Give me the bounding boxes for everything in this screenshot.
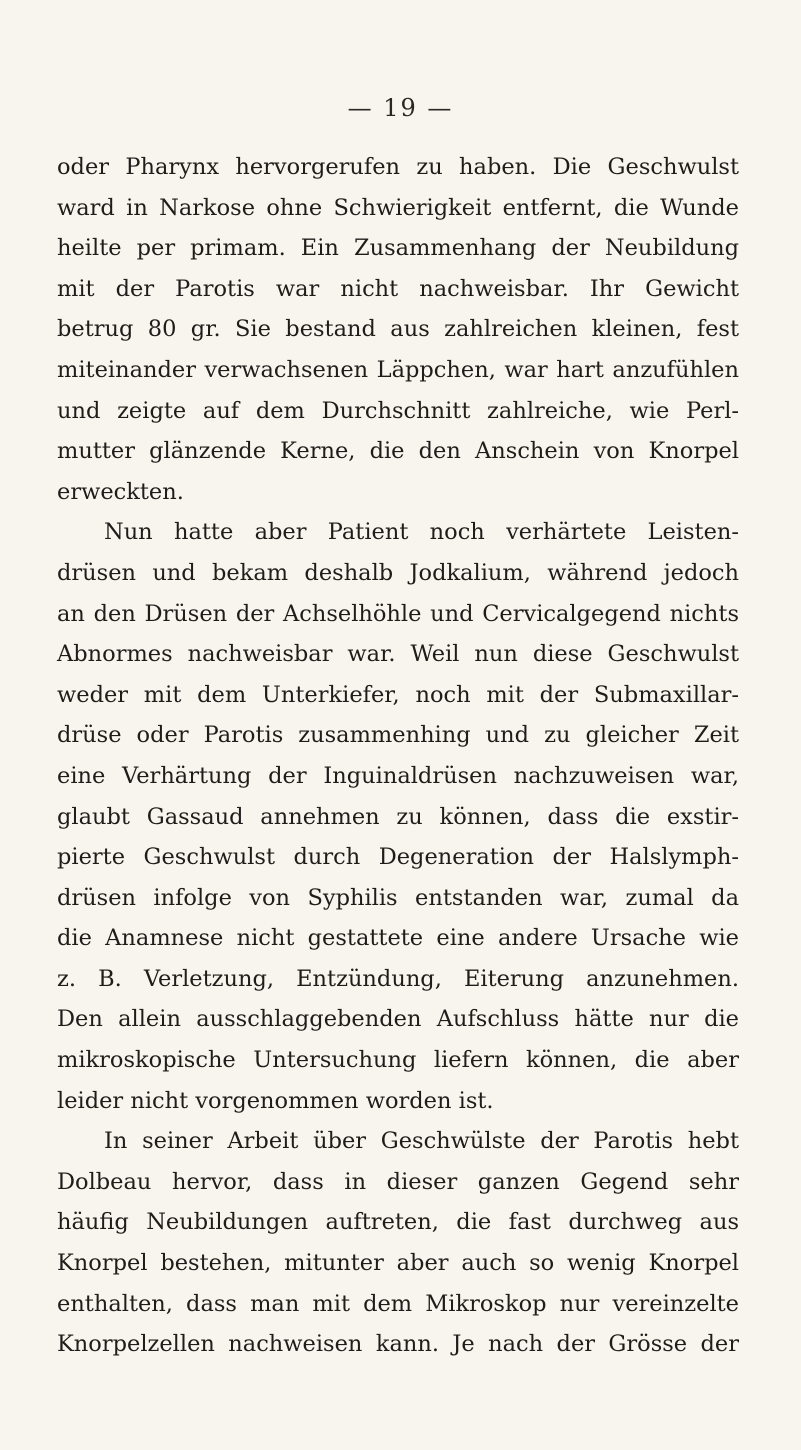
text-line: und zeigte auf dem Durchschnitt zahlreiche, wie Perl- bbox=[57, 397, 739, 424]
paragraph bbox=[57, 512, 739, 1121]
text-line: Knorpelzellen nachweisen kann. Je nach der Grösse der bbox=[57, 1331, 739, 1358]
text-line: drüsen infolge von Syphilis entstanden war, zumal da bbox=[57, 884, 739, 911]
text-line: mikroskopische Untersuchung liefern können, die aber bbox=[57, 1047, 739, 1074]
body-text bbox=[57, 147, 739, 1365]
text-line: mutter glänzende Kerne, die den Anschein von Knorpel bbox=[57, 438, 739, 465]
text-line: pierte Geschwulst durch Degeneration der Halslymph- bbox=[57, 844, 739, 871]
text-line: erweckten. bbox=[57, 478, 184, 505]
text-line: Abnormes nachweisbar war. Weil nun diese Geschwulst bbox=[57, 641, 739, 668]
text-line: oder Pharynx hervorgerufen zu haben. Die Geschwulst bbox=[57, 154, 739, 180]
text-line: häufig Neubildungen auftreten, die fast durchweg aus bbox=[57, 1209, 739, 1236]
text-line: enthalten, dass man mit dem Mikroskop nur vereinzelte bbox=[57, 1290, 739, 1317]
text-line: Den allein ausschlaggebenden Aufschluss hätte nur die bbox=[57, 1006, 739, 1033]
text-line: Nun hatte aber Patient noch verhärtete Leisten- bbox=[104, 519, 739, 546]
text-line: heilte per primam. Ein Zusammenhang der Neubildung bbox=[57, 235, 739, 262]
text-line: an den Drüsen der Achselhöhle und Cervicalgegend nichts bbox=[57, 600, 739, 627]
text-line: ward in Narkose ohne Schwierigkeit entfernt, die Wunde bbox=[57, 194, 739, 221]
text-line: Knorpel bestehen, mitunter aber auch so wenig Knorpel bbox=[57, 1250, 739, 1277]
text-line: drüsen und bekam deshalb Jodkalium, während jedoch bbox=[57, 559, 739, 586]
text-line: mit der Parotis war nicht nachweisbar. Ihr Gewicht bbox=[57, 275, 739, 302]
text-line: glaubt Gassaud annehmen zu können, dass die exstir- bbox=[57, 803, 739, 830]
text-line: weder mit dem Unterkiefer, noch mit der Submaxillar- bbox=[57, 681, 739, 708]
text-line: drüse oder Parotis zusammenhing und zu gleicher Zeit bbox=[57, 722, 739, 749]
text-line: In seiner Arbeit über Geschwülste der Parotis hebt bbox=[104, 1128, 739, 1155]
paragraph bbox=[57, 1121, 739, 1365]
text-line: betrug 80 gr. Sie bestand aus zahlreichen kleinen, fest bbox=[57, 316, 739, 343]
text-line: leider nicht vorgenommen worden ist. bbox=[57, 1087, 494, 1114]
text-line: miteinander verwachsenen Läppchen, war hart anzufühlen bbox=[57, 356, 739, 383]
text-line: z. B. Verletzung, Entzündung, Eiterung anzunehmen. bbox=[57, 965, 739, 992]
page-number: — 19 — bbox=[347, 94, 454, 122]
text-line: Dolbeau hervor, dass in dieser ganzen Gegend sehr bbox=[57, 1168, 739, 1195]
paragraph bbox=[57, 147, 739, 512]
text-line: die Anamnese nicht gestattete eine andere Ursache wie bbox=[57, 925, 739, 952]
text-line: eine Verhärtung der Inguinaldrüsen nachzuweisen war, bbox=[57, 762, 739, 789]
